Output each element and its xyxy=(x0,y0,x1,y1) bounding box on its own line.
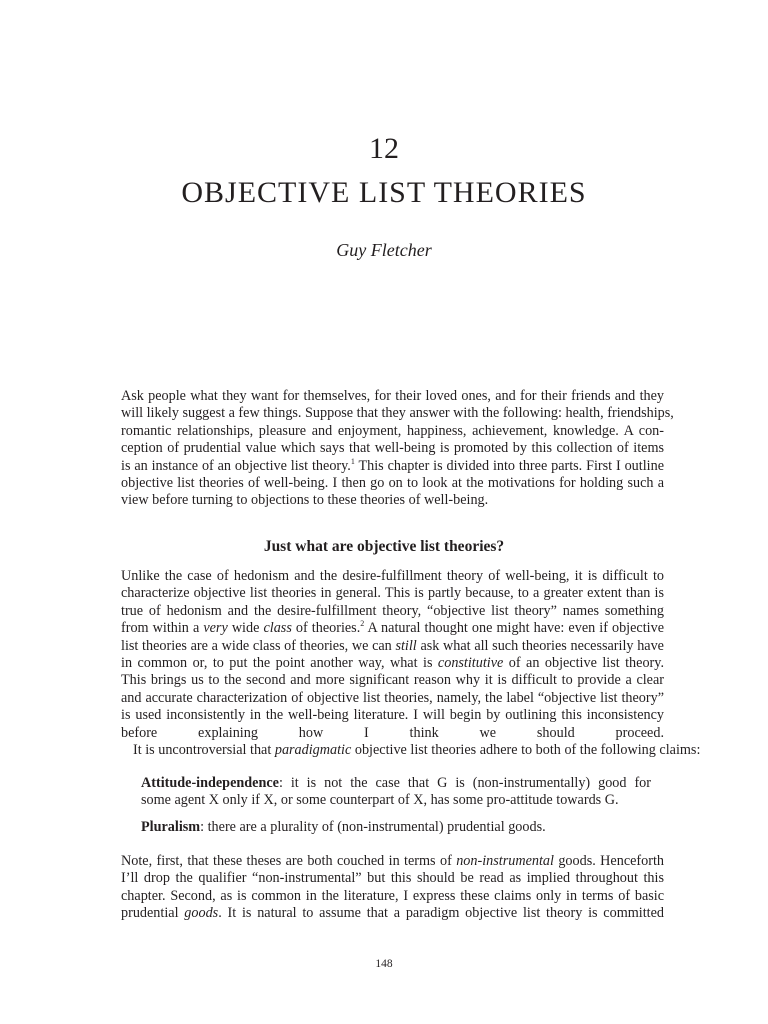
text-segment: some agent X only if X, or some counterpart of X, has some pro-attitude towards G. xyxy=(141,792,619,809)
text-line xyxy=(121,492,664,509)
text-line xyxy=(121,458,664,475)
footnote-ref[interactable]: 2 xyxy=(360,619,365,629)
text-line xyxy=(121,440,664,457)
text-segment: of an objective list theory. xyxy=(503,654,664,671)
emphasis: still xyxy=(395,637,417,654)
text-segment: romantic relationships, pleasure and enjoyment, happiness, achievement, knowledge. A con- xyxy=(121,422,664,439)
emphasis: non-instrumental xyxy=(456,853,554,869)
text-segment: prudential xyxy=(121,905,185,922)
text-line xyxy=(121,905,664,922)
text-segment: before explaining how I think we should proceed. xyxy=(121,724,664,741)
claim-attitude-independence xyxy=(141,775,651,810)
text-line xyxy=(121,388,664,405)
text-segment: and accurate characterization of objective list theories, namely, the label “objective list theory” xyxy=(121,689,664,706)
text-segment: : there are a plurality of (non-instrumental) prudential goods. xyxy=(200,819,546,835)
text-segment: true of hedonism and the desire-fulfillment theory, “objective list theory” names something xyxy=(121,602,664,619)
text-segment: characterize objective list theories in general. This is partly because, to a greater extent than is xyxy=(121,585,664,602)
text-line xyxy=(121,405,674,422)
text-line xyxy=(121,568,664,585)
text-segment: ception of prudential value which says that well-being is promoted by this collection of items xyxy=(121,440,664,457)
text-segment: ask what all such theories necessarily have xyxy=(416,637,664,654)
text-line xyxy=(121,655,664,672)
text-segment: I’ll drop the qualifier “non-instrumental” but this should be read as implied throughout this xyxy=(121,870,664,887)
text-segment: objective list theories of well-being. I then go on to look at the motivations for holding such a xyxy=(121,474,664,491)
text-line xyxy=(121,707,664,724)
text-line xyxy=(121,672,664,689)
text-line xyxy=(121,423,664,440)
claim-term: Pluralism xyxy=(141,819,201,835)
text-line xyxy=(121,603,664,620)
text-segment: is an instance of an objective list theory. xyxy=(121,457,351,474)
emphasis: class xyxy=(263,620,292,637)
text-segment: It is uncontroversial that xyxy=(133,741,275,758)
body-paragraph xyxy=(121,568,701,759)
text-segment: This brings us to the second and more significant reason why it is difficult to provide a clear xyxy=(121,672,664,689)
text-segment: . It is natural to assume that a paradigm objective list theory is committed xyxy=(218,905,664,922)
text-segment: from within a xyxy=(121,620,204,637)
body-paragraph xyxy=(121,853,664,923)
chapter-title: OBJECTIVE LIST THEORIES xyxy=(181,176,587,209)
text-segment: goods. Henceforth xyxy=(553,853,664,869)
text-line xyxy=(121,741,701,759)
text-segment: wide xyxy=(227,620,264,637)
text-line xyxy=(121,620,664,637)
text-line xyxy=(121,853,664,870)
text-line xyxy=(121,690,664,707)
emphasis: very xyxy=(203,620,228,637)
text-segment: view before turning to objections to these theories of well-being. xyxy=(121,492,489,509)
emphasis: constitutive xyxy=(437,654,504,671)
text-segment: in common or, to put the point another way, what is xyxy=(121,654,438,671)
claim-pluralism xyxy=(141,819,651,836)
text-segment: of theories. xyxy=(291,620,361,637)
chapter-number: 12 xyxy=(369,132,399,165)
text-segment: objective list theories adhere to both of the following claims: xyxy=(351,741,701,758)
text-line xyxy=(121,638,664,655)
text-segment: This chapter is divided into three parts. First I outline xyxy=(354,457,664,474)
text-segment: : it is not the case that G is (non-instrumentally) good for xyxy=(278,775,651,791)
claim-term: Attitude-independence xyxy=(141,775,279,791)
emphasis: paradigmatic xyxy=(274,741,352,758)
text-segment: Ask people what they want for themselves, for their loved ones, and for their friends and they xyxy=(121,388,664,404)
text-line xyxy=(141,775,651,792)
text-segment: Note, first, that these theses are both couched in terms of xyxy=(121,853,457,869)
text-segment: chapter. Second, as is common in the literature, I express these claims only in terms of basic xyxy=(121,887,664,904)
text-segment: is used inconsistently in the well-being literature. I will begin by outlining this inconsistency xyxy=(121,707,664,724)
text-line xyxy=(121,725,664,742)
text-segment: list theories are a wide class of theories, we can xyxy=(121,637,396,654)
text-segment: will likely suggest a few things. Suppose that they answer with the following: health, friendships, xyxy=(121,405,674,422)
intro-paragraph xyxy=(121,388,674,510)
page-number: 148 xyxy=(375,958,393,970)
emphasis: goods xyxy=(184,905,219,922)
text-line xyxy=(121,888,664,905)
text-line xyxy=(141,819,651,836)
text-line xyxy=(121,870,664,887)
section-heading: Just what are objective list theories? xyxy=(263,538,505,555)
text-line xyxy=(121,475,664,492)
text-segment: A natural thought one might have: even if objective xyxy=(364,620,664,637)
text-line xyxy=(121,585,664,602)
author-name: Guy Fletcher xyxy=(336,240,432,260)
text-segment: Unlike the case of hedonism and the desire-fulfillment theory of well-being, it is difficult to xyxy=(121,568,664,584)
text-line xyxy=(141,792,651,809)
footnote-ref[interactable]: 1 xyxy=(350,456,355,466)
